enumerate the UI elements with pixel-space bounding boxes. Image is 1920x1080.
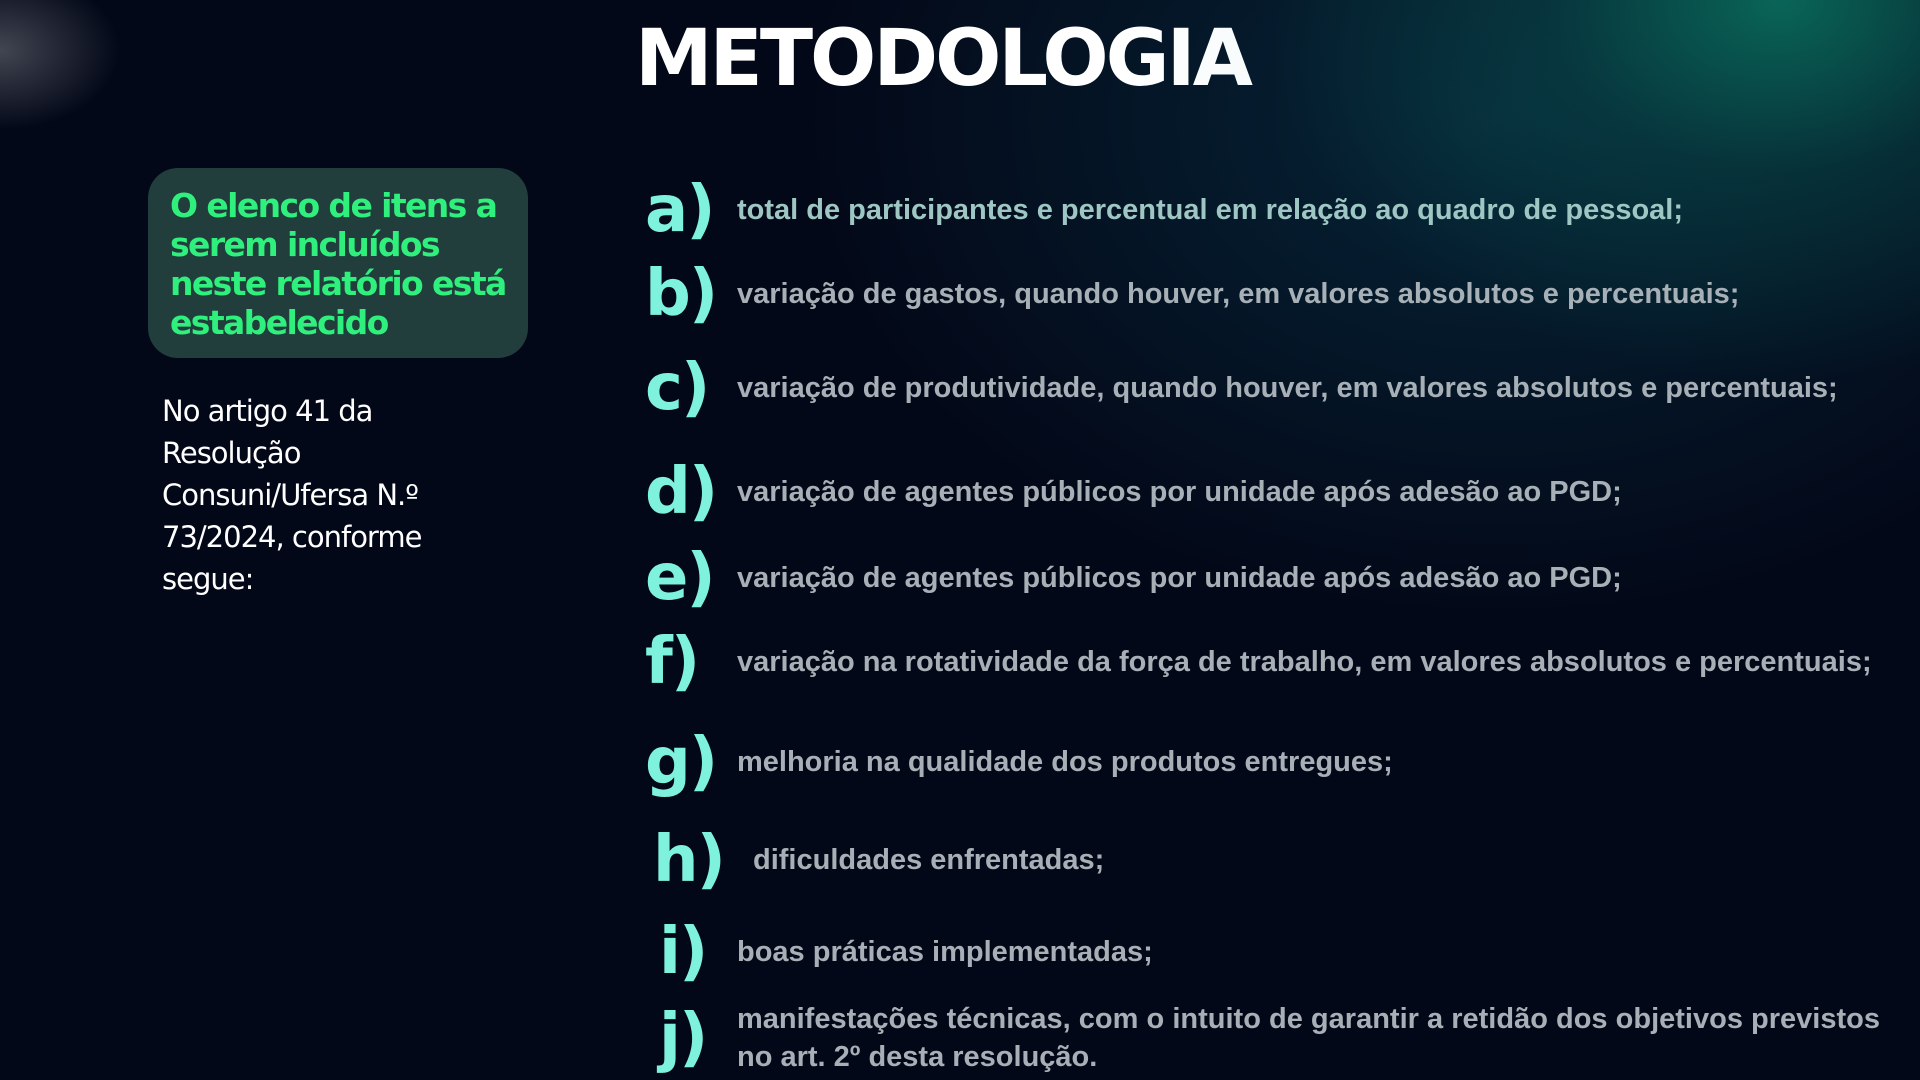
list-item-h bbox=[645, 823, 1880, 897]
item-letter: g) bbox=[645, 725, 717, 799]
item-letter: h) bbox=[653, 823, 724, 897]
item-text: melhoria na qualidade dos produtos entregues; bbox=[737, 746, 1393, 778]
list-item-i bbox=[645, 915, 1880, 989]
list-item-d bbox=[645, 455, 1880, 529]
item-text: variação de gastos, quando houver, em valores absolutos e percentuais; bbox=[737, 278, 1740, 310]
list-item-f bbox=[645, 625, 1880, 699]
source-reference: No artigo 41 da Resolução Consuni/Ufersa N.º 73/2024, conforme segue: bbox=[162, 394, 422, 596]
item-letter: c) bbox=[645, 351, 709, 425]
item-letter: b) bbox=[645, 257, 717, 331]
list-item-j bbox=[645, 1000, 1880, 1076]
item-text: manifestações técnicas, com o intuito de garantir a retidão dos objetivos previstos no art. 2º desta resolução. bbox=[737, 1003, 1880, 1073]
item-text: variação de agentes públicos por unidade após adesão ao PGD; bbox=[737, 562, 1622, 594]
list-item-b bbox=[645, 257, 1880, 331]
page-title: METODOLOGIA bbox=[0, 14, 1885, 104]
list-item-g bbox=[645, 725, 1880, 799]
item-text: variação de produtividade, quando houver, em valores absolutos e percentuais; bbox=[737, 372, 1838, 404]
item-letter: d) bbox=[645, 455, 717, 529]
item-text: dificuldades enfrentadas; bbox=[753, 844, 1105, 876]
item-text: boas práticas implementadas; bbox=[737, 936, 1153, 968]
list-item-a bbox=[645, 173, 1880, 247]
item-letter: i) bbox=[659, 915, 707, 989]
item-letter: j) bbox=[659, 1001, 707, 1075]
item-text: variação de agentes públicos por unidade após adesão ao PGD; bbox=[737, 476, 1622, 508]
list-item-c bbox=[645, 351, 1880, 425]
item-text: variação na rotatividade da força de trabalho, em valores absolutos e percentuais; bbox=[737, 646, 1872, 678]
callout-box: O elenco de itens a serem incluídos neste relatório está estabelecido bbox=[148, 168, 528, 358]
item-letter: a) bbox=[645, 173, 714, 247]
item-text: total de participantes e percentual em relação ao quadro de pessoal; bbox=[737, 194, 1684, 226]
item-letter: f) bbox=[645, 625, 699, 699]
item-letter: e) bbox=[645, 541, 714, 615]
list-item-e bbox=[645, 541, 1880, 615]
